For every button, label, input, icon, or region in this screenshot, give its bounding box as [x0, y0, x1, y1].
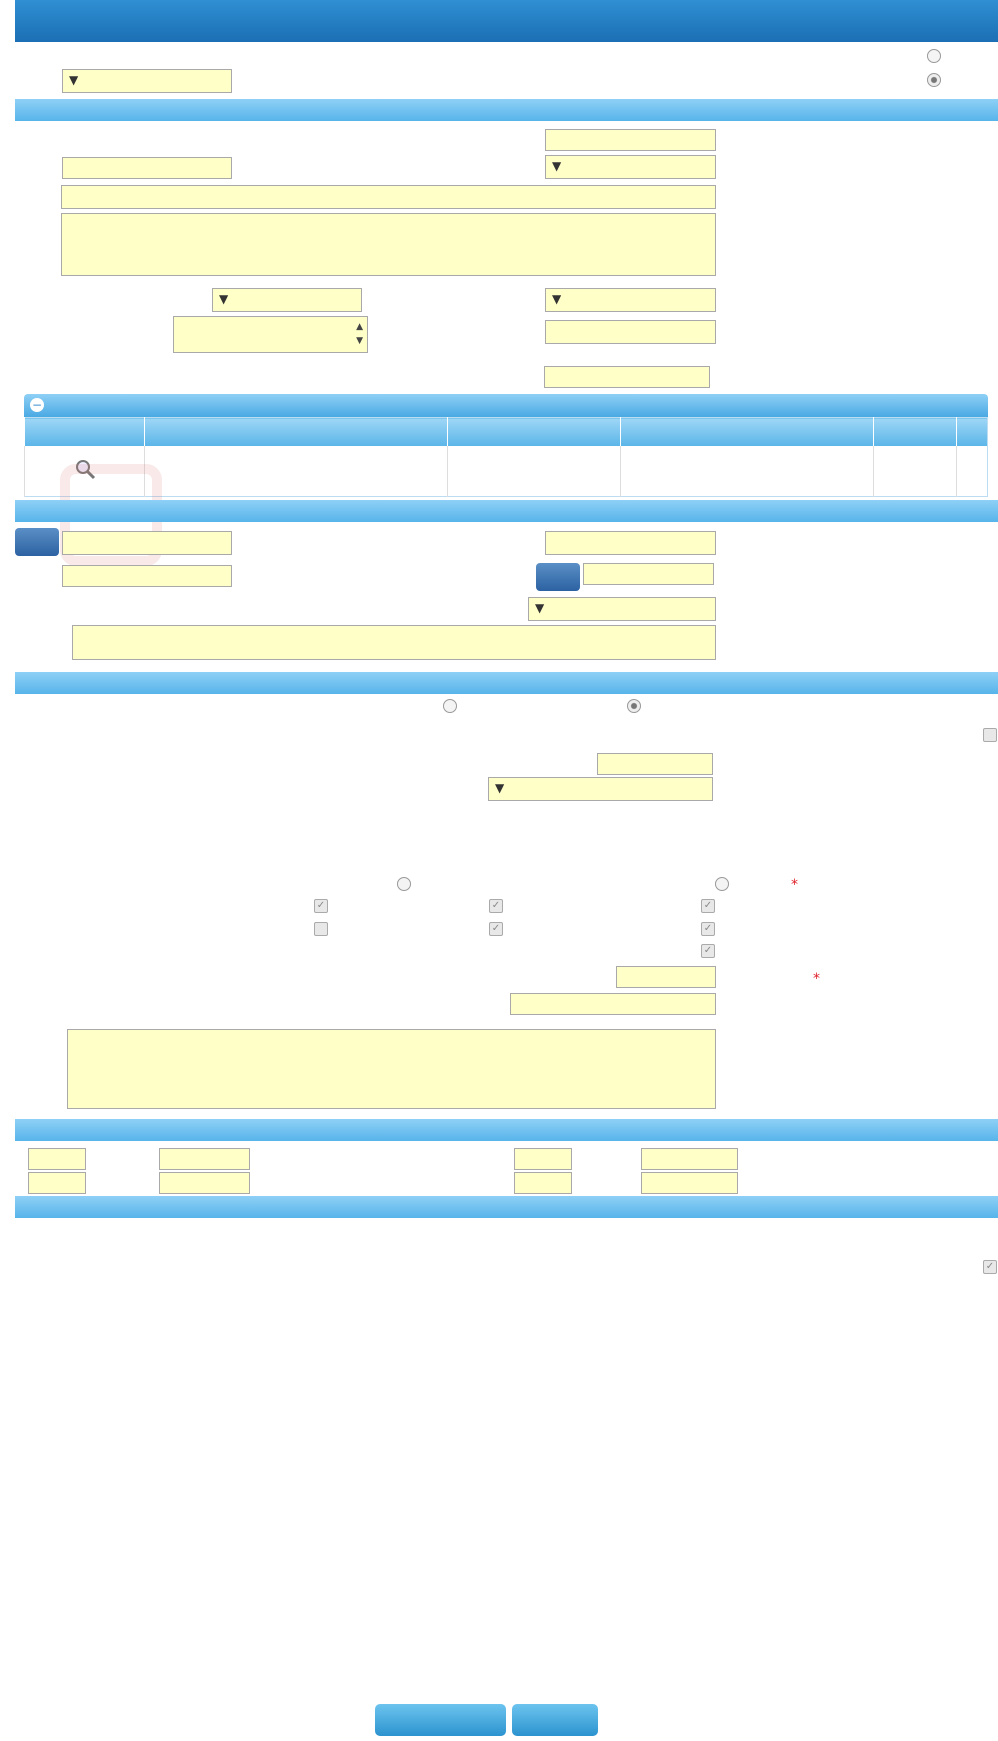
col-header-row: [957, 418, 988, 447]
open-time-field[interactable]: [514, 1172, 572, 1194]
cell-code: [874, 446, 957, 496]
items-checkbox[interactable]: ✓: [314, 899, 328, 913]
cell-activity: [145, 446, 448, 496]
validity-field[interactable]: [616, 966, 716, 988]
bonds-checkbox[interactable]: ✓: [489, 922, 503, 936]
deal-opt6-radio[interactable]: [397, 876, 411, 892]
cell-row: [957, 446, 988, 496]
receive-date-field[interactable]: [641, 1148, 738, 1170]
page-header-bar: [15, 0, 998, 42]
back-button[interactable]: [375, 1704, 506, 1736]
scroll-down-icon[interactable]: ▼: [356, 336, 363, 346]
chevron-down-icon: ▼: [535, 601, 545, 615]
postal-field[interactable]: [62, 565, 232, 587]
amount-field[interactable]: [510, 993, 716, 1015]
tenderer-section-header: [15, 500, 998, 522]
registrar-lookup-button[interactable]: [15, 528, 59, 556]
address-field[interactable]: [72, 625, 716, 660]
province-select[interactable]: [545, 288, 716, 312]
estimate-currency-radio[interactable]: [443, 698, 457, 714]
islamic-treasury-checkbox[interactable]: [983, 728, 997, 742]
property-checkbox[interactable]: [314, 922, 328, 936]
nonbank-guarantee-checkbox[interactable]: ✓: [489, 899, 503, 913]
scroll-up-icon[interactable]: ▲: [356, 322, 363, 332]
col-header-category: [621, 418, 874, 447]
validity-date-field[interactable]: [159, 1172, 250, 1194]
workshop-select[interactable]: [528, 597, 716, 621]
activity-desc-field[interactable]: [173, 316, 368, 353]
account-select[interactable]: [488, 777, 713, 801]
receive-time-field[interactable]: [514, 1148, 572, 1170]
category-field[interactable]: [545, 320, 716, 344]
claims-checkbox[interactable]: ✓: [701, 944, 715, 958]
col-header-view: [25, 418, 145, 447]
city-select[interactable]: [212, 288, 362, 312]
keyword-field[interactable]: [62, 157, 232, 179]
notes-field[interactable]: [67, 1029, 716, 1109]
deal-opt5-radio[interactable]: [715, 876, 729, 892]
subject-field[interactable]: [61, 185, 716, 209]
cell-group: [448, 446, 621, 496]
org-field[interactable]: [545, 531, 716, 555]
tender-number-field[interactable]: [545, 129, 716, 151]
doc-fee-field[interactable]: [597, 753, 713, 775]
ref-field[interactable]: [583, 563, 714, 585]
registrar-field[interactable]: [62, 531, 232, 555]
collapse-icon[interactable]: −: [31, 398, 43, 412]
min-score-field[interactable]: [544, 366, 710, 388]
prev-number-select[interactable]: [62, 69, 232, 93]
estimate-rial-radio[interactable]: [627, 698, 641, 714]
tender-renewed-radio[interactable]: [927, 72, 941, 88]
deal-type-label: *: [791, 877, 798, 893]
chevron-down-icon: ▼: [69, 73, 79, 87]
finance-section-header: [15, 672, 998, 694]
holding-type-select[interactable]: [545, 155, 716, 179]
documents-section-header: [15, 1196, 998, 1218]
cell-category: [621, 446, 874, 496]
open-date-field[interactable]: [641, 1172, 738, 1194]
ref-lookup-button[interactable]: [536, 563, 580, 591]
send-time-field[interactable]: [28, 1148, 86, 1170]
timing-section-header: [15, 1119, 998, 1141]
commit-checkbox[interactable]: ✓: [983, 1260, 997, 1274]
chevron-down-icon: ▼: [219, 292, 229, 306]
chevron-down-icon: ▼: [552, 292, 562, 306]
cash-checkbox[interactable]: ✓: [701, 922, 715, 936]
tender-new-radio[interactable]: [927, 48, 941, 64]
col-header-activity: [145, 418, 448, 447]
validity-label: *: [813, 971, 820, 987]
chevron-down-icon: ▼: [552, 159, 562, 173]
validity-hour-field[interactable]: [28, 1172, 86, 1194]
bank-guarantee-checkbox[interactable]: ✓: [701, 899, 715, 913]
col-header-group: [448, 418, 621, 447]
chevron-down-icon: ▼: [495, 781, 505, 795]
activities-panel-header: [24, 394, 988, 417]
print-button[interactable]: [512, 1704, 598, 1736]
general-section-header: [15, 99, 998, 121]
send-date-field[interactable]: [159, 1148, 250, 1170]
col-header-code: [874, 418, 957, 447]
description-field[interactable]: [61, 213, 716, 276]
